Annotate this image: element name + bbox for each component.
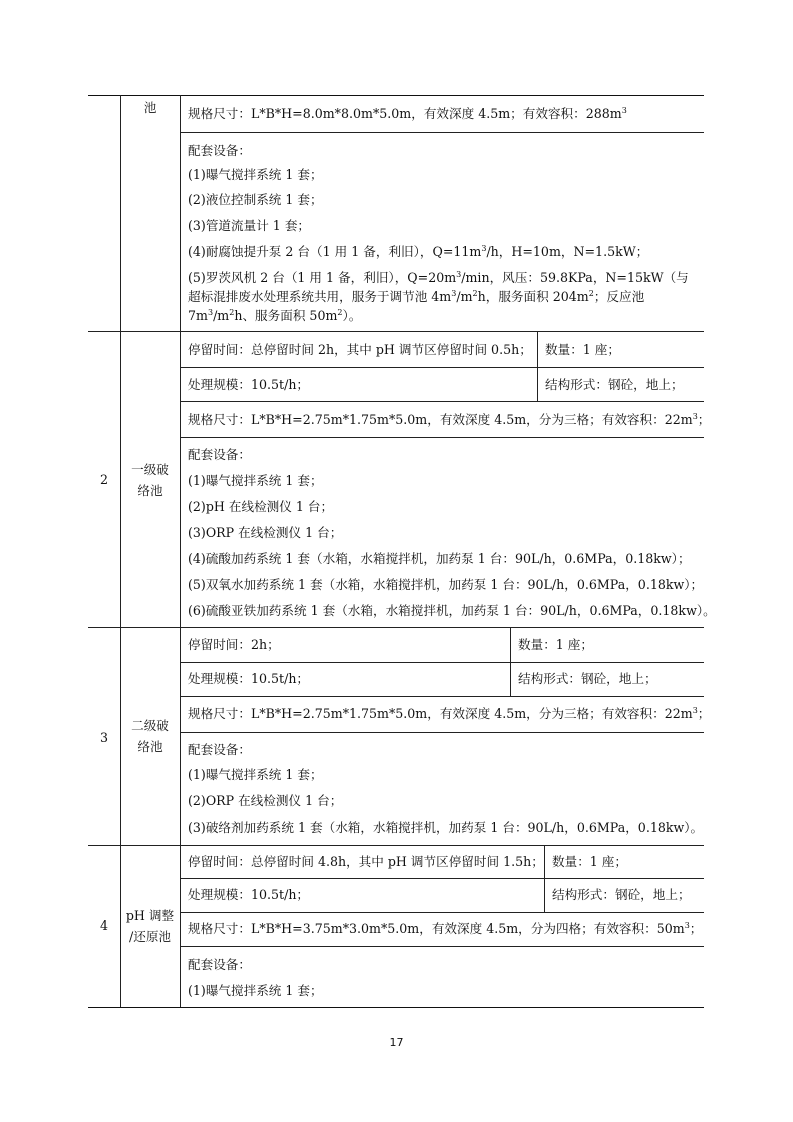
row-name-cell: 池 [143, 100, 157, 115]
equipment-item: (1)曝气搅拌系统 1 套； [188, 473, 323, 488]
equipment-item: (1)曝气搅拌系统 1 套； [188, 167, 323, 182]
row-line [180, 437, 704, 438]
row-line [180, 662, 704, 663]
row-line [180, 912, 704, 913]
quantity: 数量：1 座； [545, 342, 620, 357]
spec-text: 规格尺寸：L*B*H=8.0m*8.0m*5.0m，有效深度 4.5m；有效容积：$288m^3$ [188, 105, 627, 121]
cell-divider [544, 845, 545, 912]
equipment-item: (1)曝气搅拌系统 1 套； [188, 767, 323, 782]
row-name-cell: 二级破 络池 [131, 718, 169, 754]
equipment-item: (2)pH 在线检测仪 1 台； [188, 499, 334, 514]
equipment-item: (3)破络剂加药系统 1 套（水箱，水箱搅拌机，加药泵 1 台：90L/h，0.6MPa，0.18kw）。 [188, 820, 704, 835]
quantity: 数量：1 座； [518, 637, 593, 652]
equipment-title: 配套设备： [188, 143, 251, 158]
equipment-item: (5)双氧水加药系统 1 套（水箱，水箱搅拌机，加药泵 1 台：90L/h，0.6MPa，0.18kw）； [188, 577, 704, 592]
row-name-cell: pH 调整 /还原池 [125, 908, 175, 944]
stay-time: 停留时间：总停留时间 4.8h，其中 pH 调节区停留时间 1.5h； [188, 854, 544, 869]
equipment-item: (1)曝气搅拌系统 1 套； [188, 983, 323, 998]
equipment-title: 配套设备： [188, 742, 251, 757]
row-number: 3 [99, 730, 108, 745]
row-line [180, 878, 704, 879]
cell-divider [537, 331, 538, 401]
equipment-item: (4)硫酸加药系统 1 套（水箱，水箱搅拌机，加药泵 1 台：90L/h，0.6MPa，0.18kw）； [188, 551, 691, 566]
col-divider [120, 95, 121, 1007]
spec-text: 规格尺寸：L*B*H=3.75m*3.0m*5.0m，有效深度 4.5m，分为四格；有效容积：$50m^3$； [188, 920, 703, 936]
quantity: 数量：1 座； [552, 854, 627, 869]
equipment-item-continued: $7m^3/m^2h$、服务面积 $50m^2$）。 [188, 307, 362, 323]
equipment-item: (3)管道流量计 1 套； [188, 218, 311, 233]
table-bottom-border [88, 1007, 704, 1008]
process-scale: 处理规模：10.5t/h； [188, 887, 310, 902]
row-line [180, 732, 704, 733]
stay-time: 停留时间：2h； [188, 637, 280, 652]
process-scale: 处理规模：10.5t/h； [188, 671, 310, 686]
equipment-item-continued: 超标混排废水处理系统共用，服务于调节池 $4m^3/m^2h$，服务面积 $204m^2$；反应池 [188, 288, 645, 304]
row-line [180, 132, 704, 133]
row-name-cell: 一级破 络池 [131, 462, 169, 498]
row-line [180, 946, 704, 947]
page-number: 17 [389, 1036, 404, 1049]
equipment-item: (2)ORP 在线检测仪 1 台； [188, 793, 343, 808]
equipment-item: (4)耐腐蚀提升泵 2 台（1 用 1 备，利旧），$Q=11m^3/h$，H=10m，N=1.5kW； [188, 243, 649, 259]
equipment-item: (2)液位控制系统 1 套； [188, 192, 323, 207]
equipment-item: (6)硫酸亚铁加药系统 1 套（水箱，水箱搅拌机，加药泵 1 台：90L/h，0.6MPa，0.18kw）。 [188, 603, 716, 618]
row-line [180, 367, 704, 368]
equipment-item: (3)ORP 在线检测仪 1 台； [188, 525, 343, 540]
structure-type: 结构形式：钢砼，地上； [552, 887, 691, 902]
row-number: 2 [99, 472, 108, 487]
row-line [180, 401, 704, 402]
cell-divider [510, 627, 511, 696]
row-line [180, 696, 704, 697]
equipment-title: 配套设备： [188, 957, 251, 972]
equipment-item: (5)罗茨风机 2 台（1 用 1 备，利旧），$Q=20m^3/\min$，风压：59.8KPa，N=15kW（与 [188, 269, 689, 285]
structure-type: 结构形式：钢砼，地上； [545, 377, 684, 392]
spec-text: 规格尺寸：L*B*H=2.75m*1.75m*5.0m，有效深度 4.5m，分为三格；有效容积：$22m^3$； [188, 411, 711, 427]
structure-type: 结构形式：钢砼，地上； [518, 671, 657, 686]
spec-text: 规格尺寸：L*B*H=2.75m*1.75m*5.0m，有效深度 4.5m，分为三格；有效容积：$22m^3$； [188, 705, 711, 721]
col-divider [180, 95, 181, 1007]
equipment-title: 配套设备： [188, 447, 251, 462]
process-scale: 处理规模：10.5t/h； [188, 377, 310, 392]
stay-time: 停留时间：总停留时间 2h，其中 pH 调节区停留时间 0.5h； [188, 342, 532, 357]
row-number: 4 [99, 918, 108, 933]
